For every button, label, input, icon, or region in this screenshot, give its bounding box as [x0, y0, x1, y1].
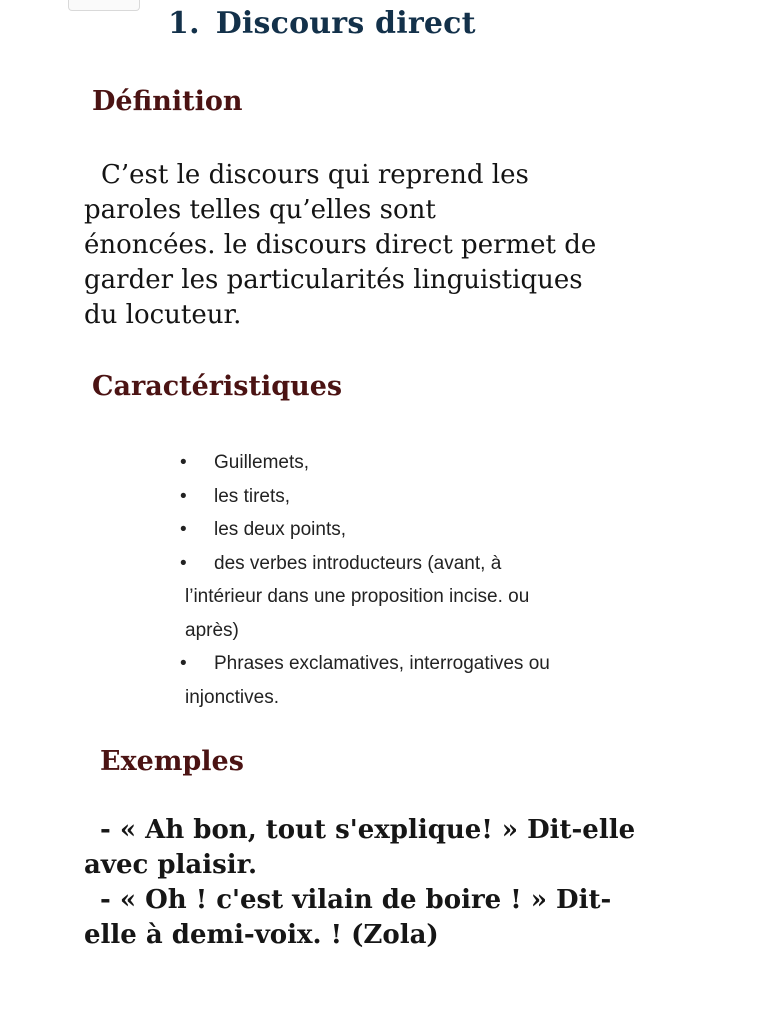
list-item: [180, 480, 700, 514]
top-edge-tab: [68, 0, 140, 11]
characteristics-list: [180, 446, 700, 714]
definition-heading: Définition: [92, 86, 243, 117]
section-number: 1.: [168, 6, 200, 41]
list-item: [180, 647, 700, 714]
list-item-text: des verbes introducteurs (avant, à: [214, 552, 502, 574]
example-line: - « Oh ! c'est vilain de boire ! » Dit-: [100, 885, 612, 915]
bullet-icon: •: [180, 519, 187, 540]
list-item: [180, 446, 700, 480]
bullet-icon: •: [180, 485, 187, 507]
definition-line: paroles telles qu’elles sont: [84, 195, 436, 225]
bullet-icon: •: [180, 552, 187, 574]
list-item-continuation: injonctives.: [185, 686, 279, 708]
list-item-text: Phrases exclamatives, interrogatives ou: [214, 653, 550, 674]
list-item: [180, 547, 700, 648]
definition-paragraph: [84, 158, 704, 333]
bullet-icon: •: [180, 653, 187, 674]
example-line: avec plaisir.: [84, 850, 258, 880]
definition-line: énoncées. le discours direct permet de: [84, 230, 597, 260]
definition-line: garder les particularités linguistiques: [84, 265, 583, 295]
section-title-text: Discours direct: [215, 6, 476, 41]
examples-heading: Exemples: [100, 746, 244, 777]
list-item-text: Guillemets,: [214, 452, 310, 473]
bullet-icon: •: [180, 452, 187, 473]
list-item-continuation: l’intérieur dans une proposition incise. ou: [185, 586, 530, 607]
example-line: - « Ah bon, tout s'explique! » Dit-elle: [100, 815, 636, 845]
list-item-text: les tirets,: [214, 485, 291, 507]
examples-paragraph: [84, 813, 704, 953]
list-item-continuation: après): [185, 619, 239, 641]
definition-line: du locuteur.: [84, 300, 242, 330]
definition-line: C’est le discours qui reprend les: [101, 160, 529, 190]
characteristics-heading: Caractéristiques: [92, 371, 343, 402]
page-title: [168, 6, 476, 41]
list-item-text: les deux points,: [214, 519, 347, 540]
list-item: [180, 513, 700, 547]
example-line: elle à demi-voix. ! (Zola): [84, 920, 439, 950]
